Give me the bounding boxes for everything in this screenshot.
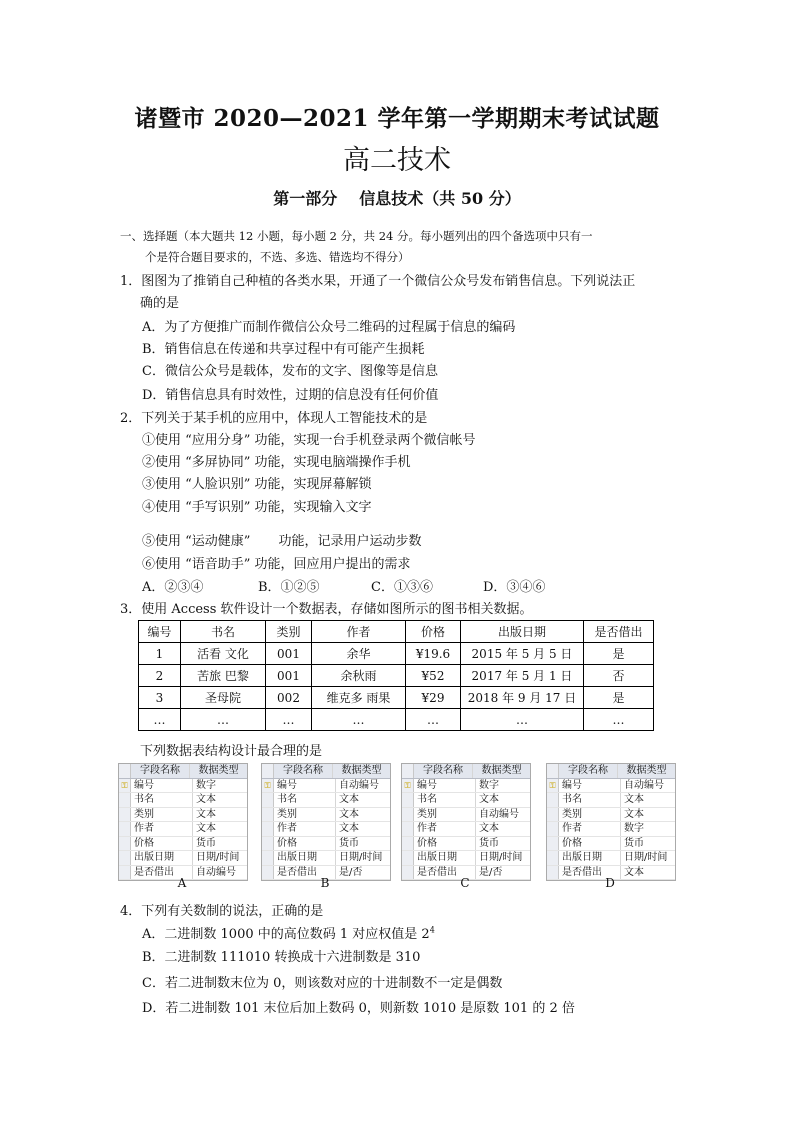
field-name: 是否借出 bbox=[414, 866, 476, 880]
row-selector bbox=[547, 837, 559, 851]
q4-stem: 4．下列有关数制的说法，正确的是 bbox=[120, 904, 324, 919]
table-cell: … bbox=[181, 709, 266, 731]
field-type: 日期/时间 bbox=[479, 852, 523, 863]
q2-item-3: ③使用 “人脸识别” 功能，实现屏幕解锁 bbox=[142, 477, 372, 492]
section-instructions-line2: 个是符合题目要求的，不选、多选、错选均不得分） bbox=[145, 250, 410, 264]
table-cell: … bbox=[139, 709, 181, 731]
field-name: 作者 bbox=[559, 822, 621, 836]
field-name: 作者 bbox=[274, 822, 336, 836]
field-type: 文本 bbox=[339, 823, 359, 834]
data-type-header: 数据类型 bbox=[481, 765, 522, 776]
table-cell: 001 bbox=[266, 665, 312, 687]
q4-option-a bbox=[142, 923, 435, 942]
design-field-row bbox=[262, 837, 390, 852]
table-cell: … bbox=[266, 709, 312, 731]
design-field-row bbox=[119, 822, 247, 837]
row-selector bbox=[402, 851, 414, 865]
field-type: 日期/时间 bbox=[339, 852, 383, 863]
q4-option-b: B．二进制数 111010 转换成十六进制数是 310 bbox=[142, 950, 421, 965]
field-name-header: 字段名称 bbox=[131, 764, 190, 778]
table-cell: … bbox=[312, 709, 406, 731]
field-type: 日期/时间 bbox=[196, 852, 240, 863]
design-field-row bbox=[402, 822, 530, 837]
design-field-row bbox=[402, 851, 530, 866]
field-type: 日期/时间 bbox=[624, 852, 668, 863]
table-cell: ¥52 bbox=[406, 665, 461, 687]
data-type-header: 数据类型 bbox=[341, 765, 382, 776]
table-header-cell: 类别 bbox=[266, 621, 312, 643]
field-type: 文本 bbox=[624, 866, 644, 878]
row-selector bbox=[262, 822, 274, 836]
table-header-cell: 编号 bbox=[139, 621, 181, 643]
design-field-row bbox=[402, 808, 530, 823]
table-header-cell: 价格 bbox=[406, 621, 461, 643]
table-cell: 3 bbox=[139, 687, 181, 709]
row-selector bbox=[402, 822, 414, 836]
design-field-row bbox=[547, 793, 675, 808]
row-selector bbox=[547, 793, 559, 807]
field-type: 货币 bbox=[339, 837, 359, 849]
design-table-a bbox=[118, 763, 248, 881]
table-cell: 001 bbox=[266, 643, 312, 665]
exam-subtitle: 高二技术 bbox=[343, 145, 451, 176]
design-field-row bbox=[119, 793, 247, 808]
field-name: 作者 bbox=[414, 822, 476, 836]
data-type-header: 数据类型 bbox=[198, 765, 239, 776]
table-cell: … bbox=[461, 709, 584, 731]
row-selector bbox=[402, 764, 414, 778]
q1-option-c: C．微信公众号是载体，发布的文字、图像等是信息 bbox=[142, 364, 438, 379]
design-field-row bbox=[262, 822, 390, 837]
field-name: 价格 bbox=[559, 837, 621, 851]
q4-option-a-text: A．二进制数 1000 中的高位数码 1 对应权值是 2 bbox=[142, 927, 430, 942]
design-table-d bbox=[546, 763, 676, 881]
q1-option-b: B．销售信息在传递和共享过程中有可能产生损耗 bbox=[142, 342, 425, 357]
design-label-b: B bbox=[320, 876, 330, 890]
design-table-b bbox=[261, 763, 391, 881]
design-field-row bbox=[547, 822, 675, 837]
design-label-d: D bbox=[605, 876, 615, 890]
field-type: 数字 bbox=[479, 779, 499, 791]
design-field-row bbox=[119, 851, 247, 866]
q3-stem: 3．使用 Access 软件设计一个数据表，存储如图所示的图书相关数据。 bbox=[120, 602, 533, 617]
field-type: 数字 bbox=[196, 779, 216, 791]
row-selector bbox=[119, 851, 131, 865]
q2-option-c: C．①③⑥ bbox=[371, 580, 433, 595]
design-field-row bbox=[119, 808, 247, 823]
design-field-row bbox=[402, 793, 530, 808]
table-row bbox=[139, 709, 654, 731]
q2-option-d: D．③④⑥ bbox=[483, 580, 546, 595]
table-cell: 苦旅 巴黎 bbox=[181, 665, 266, 687]
design-header-row bbox=[402, 764, 530, 779]
field-type: 自动编号 bbox=[624, 779, 664, 791]
field-name: 价格 bbox=[414, 837, 476, 851]
row-selector bbox=[402, 837, 414, 851]
q2-item-2: ②使用 “多屏协同” 功能，实现电脑端操作手机 bbox=[142, 455, 411, 470]
field-type: 数字 bbox=[624, 823, 644, 834]
field-name-header: 字段名称 bbox=[414, 764, 473, 778]
field-type: 货币 bbox=[479, 837, 499, 849]
field-name: 出版日期 bbox=[131, 851, 193, 865]
q2-item-6: ⑥使用 “语音助手” 功能，回应用户提出的需求 bbox=[142, 557, 411, 572]
q2-item-1: ①使用 “应用分身” 功能，实现一台手机登录两个微信帐号 bbox=[142, 433, 476, 448]
design-field-row bbox=[547, 779, 675, 794]
primary-key-icon: ⚿ bbox=[262, 779, 274, 793]
table-cell: 余华 bbox=[312, 643, 406, 665]
row-selector bbox=[262, 851, 274, 865]
row-selector bbox=[547, 808, 559, 822]
part-name: 信息技术（共 50 分） bbox=[359, 189, 521, 208]
design-field-row bbox=[262, 793, 390, 808]
primary-key-icon: ⚿ bbox=[402, 779, 414, 793]
primary-key-icon: ⚿ bbox=[547, 779, 559, 793]
field-type: 是/否 bbox=[479, 866, 503, 878]
field-name: 类别 bbox=[274, 808, 336, 822]
part-number: 第一部分 bbox=[273, 189, 338, 208]
table-cell: ¥29 bbox=[406, 687, 461, 709]
table-row bbox=[139, 665, 654, 687]
design-header-row bbox=[547, 764, 675, 779]
field-name-header: 字段名称 bbox=[274, 764, 333, 778]
field-type: 自动编号 bbox=[479, 808, 519, 820]
table-cell: 是 bbox=[584, 643, 654, 665]
field-name: 是否借出 bbox=[131, 866, 193, 880]
table-cell: 是 bbox=[584, 687, 654, 709]
field-type: 文本 bbox=[339, 808, 359, 820]
field-type: 文本 bbox=[624, 808, 644, 820]
table-row bbox=[139, 687, 654, 709]
table-header-row bbox=[139, 621, 654, 643]
design-field-row bbox=[402, 837, 530, 852]
table-cell: 002 bbox=[266, 687, 312, 709]
row-selector bbox=[119, 822, 131, 836]
field-name: 出版日期 bbox=[559, 851, 621, 865]
field-name: 出版日期 bbox=[414, 851, 476, 865]
row-selector bbox=[402, 793, 414, 807]
field-name-header: 字段名称 bbox=[559, 764, 618, 778]
field-type: 文本 bbox=[196, 808, 216, 820]
design-field-row bbox=[547, 808, 675, 823]
q2-item-5-part2: 功能，记录用户运动步数 bbox=[278, 534, 422, 549]
field-name: 编号 bbox=[559, 779, 621, 793]
row-selector bbox=[119, 764, 131, 778]
q4-option-a-exponent: 4 bbox=[429, 925, 435, 935]
q2-item-5-part1: ⑤使用 “运动健康” bbox=[142, 534, 251, 549]
table-cell: 否 bbox=[584, 665, 654, 687]
field-name: 书名 bbox=[414, 793, 476, 807]
field-name: 编号 bbox=[131, 779, 193, 793]
data-type-header: 数据类型 bbox=[626, 765, 667, 776]
design-table-c bbox=[401, 763, 531, 881]
design-field-row bbox=[262, 851, 390, 866]
field-type: 货币 bbox=[196, 837, 216, 849]
field-type: 自动编号 bbox=[196, 866, 236, 878]
part-heading bbox=[0, 186, 794, 209]
design-field-row bbox=[262, 779, 390, 794]
design-field-row bbox=[119, 779, 247, 794]
field-name: 是否借出 bbox=[274, 866, 336, 880]
design-field-row bbox=[547, 837, 675, 852]
table-cell: ¥19.6 bbox=[406, 643, 461, 665]
q2-stem: 2．下列关于某手机的应用中，体现人工智能技术的是 bbox=[120, 411, 428, 426]
field-type: 文本 bbox=[479, 823, 499, 834]
field-type: 文本 bbox=[196, 823, 216, 834]
table-header-cell: 是否借出 bbox=[584, 621, 654, 643]
table-cell: … bbox=[584, 709, 654, 731]
table-cell: 活看 文化 bbox=[181, 643, 266, 665]
q3-question: 下列数据表结构设计最合理的是 bbox=[140, 744, 323, 759]
field-name: 编号 bbox=[414, 779, 476, 793]
row-selector bbox=[402, 808, 414, 822]
field-type: 自动编号 bbox=[339, 779, 379, 791]
table-cell: 维克多 雨果 bbox=[312, 687, 406, 709]
design-field-row bbox=[262, 808, 390, 823]
table-row bbox=[139, 643, 654, 665]
q1-stem-line1: 1．图图为了推销自己种植的各类水果，开通了一个微信公众号发布销售信息。下列说法正 bbox=[120, 274, 636, 289]
field-type: 货币 bbox=[624, 837, 644, 849]
field-name: 价格 bbox=[274, 837, 336, 851]
table-cell: 2017 年 5 月 1 日 bbox=[461, 665, 584, 687]
field-name: 作者 bbox=[131, 822, 193, 836]
field-name: 书名 bbox=[559, 793, 621, 807]
table-cell: … bbox=[406, 709, 461, 731]
table-header-cell: 出版日期 bbox=[461, 621, 584, 643]
table-header-cell: 作者 bbox=[312, 621, 406, 643]
row-selector bbox=[262, 837, 274, 851]
design-label-c: C bbox=[460, 876, 470, 890]
field-name: 书名 bbox=[131, 793, 193, 807]
exam-title: 诸暨市 2020—2021 学年第一学期期末考试试题 bbox=[134, 105, 660, 132]
field-name: 价格 bbox=[131, 837, 193, 851]
row-selector bbox=[547, 851, 559, 865]
field-type: 文本 bbox=[196, 794, 216, 805]
row-selector bbox=[262, 808, 274, 822]
q4-option-d: D．若二进制数 101 末位后加上数码 0，则新数 1010 是原数 101 的 2 倍 bbox=[142, 1001, 575, 1016]
table-header-cell: 书名 bbox=[181, 621, 266, 643]
table-cell: 2018 年 9 月 17 日 bbox=[461, 687, 584, 709]
row-selector bbox=[262, 764, 274, 778]
field-name: 是否借出 bbox=[559, 866, 621, 880]
table-cell: 余秋雨 bbox=[312, 665, 406, 687]
field-type: 是/否 bbox=[339, 866, 363, 878]
design-field-row bbox=[547, 851, 675, 866]
q4-option-c: C．若二进制数末位为 0，则该数对应的十进制数不一定是偶数 bbox=[142, 976, 503, 991]
q1-stem-line2: 确的是 bbox=[140, 296, 180, 311]
q2-option-b: B．①②⑤ bbox=[258, 580, 320, 595]
field-name: 编号 bbox=[274, 779, 336, 793]
field-type: 文本 bbox=[624, 794, 644, 805]
table-cell: 2015 年 5 月 5 日 bbox=[461, 643, 584, 665]
row-selector bbox=[262, 793, 274, 807]
field-type: 文本 bbox=[479, 794, 499, 805]
row-selector bbox=[547, 764, 559, 778]
design-field-row bbox=[402, 779, 530, 794]
design-header-row bbox=[262, 764, 390, 779]
table-cell: 圣母院 bbox=[181, 687, 266, 709]
section-instructions-line1: 一、选择题（本大题共 12 小题，每小题 2 分，共 24 分。每小题列出的四个备选项中只有一 bbox=[120, 229, 593, 243]
field-name: 类别 bbox=[559, 808, 621, 822]
field-name: 书名 bbox=[274, 793, 336, 807]
design-label-a: A bbox=[177, 876, 187, 890]
field-type: 文本 bbox=[339, 794, 359, 805]
design-header-row bbox=[119, 764, 247, 779]
q1-option-a: A．为了方便推广而制作微信公众号二维码的过程属于信息的编码 bbox=[142, 320, 516, 335]
row-selector bbox=[547, 822, 559, 836]
q2-item-4: ④使用 “手写识别” 功能，实现输入文字 bbox=[142, 500, 372, 515]
row-selector bbox=[119, 808, 131, 822]
row-selector bbox=[119, 837, 131, 851]
field-name: 类别 bbox=[131, 808, 193, 822]
table-cell: 2 bbox=[139, 665, 181, 687]
field-name: 出版日期 bbox=[274, 851, 336, 865]
row-selector bbox=[119, 793, 131, 807]
design-field-row bbox=[119, 837, 247, 852]
q2-option-a: A．②③④ bbox=[142, 580, 204, 595]
book-data-table bbox=[138, 620, 654, 731]
q2-item-5 bbox=[142, 530, 421, 549]
primary-key-icon: ⚿ bbox=[119, 779, 131, 793]
q1-option-d: D．销售信息具有时效性，过期的信息没有任何价值 bbox=[142, 388, 439, 403]
field-name: 类别 bbox=[414, 808, 476, 822]
table-cell: 1 bbox=[139, 643, 181, 665]
